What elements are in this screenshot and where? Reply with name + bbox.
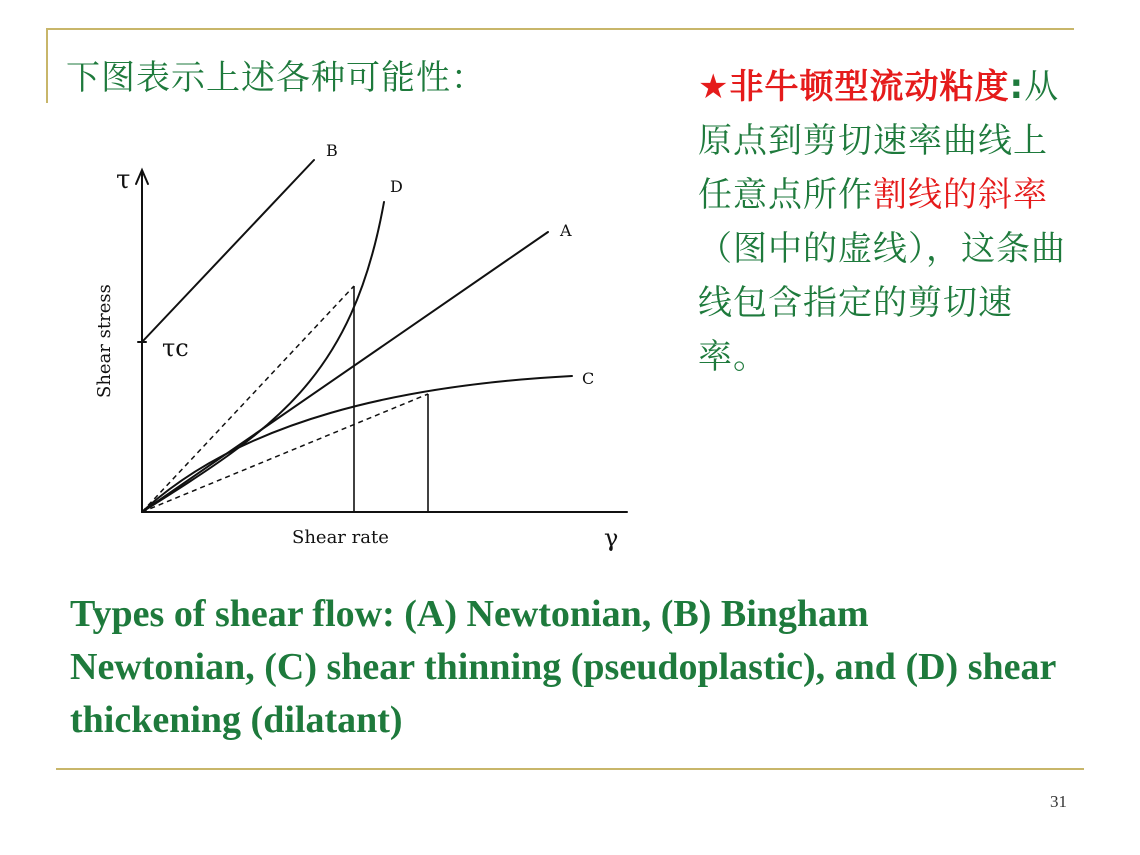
side-note — [698, 60, 1078, 384]
side-note-text-before: 从原点到剪切速率曲线上任意点所作 — [698, 67, 1060, 215]
figure-caption: Types of shear flow: (A) Newtonian, (B) Bingham Newtonian, (C) shear thinning (pseudoplastic), and (D) shear thickening (dilatant) — [70, 593, 1056, 741]
curve-label-c: C — [582, 369, 595, 388]
curve-a-newtonian-line — [142, 232, 548, 512]
side-note-colon: : — [1009, 67, 1025, 107]
secant-dashed-c — [142, 394, 428, 512]
bottom-rule — [56, 768, 1084, 770]
top-rule — [46, 28, 1074, 30]
y-axis-label: Shear stress — [94, 284, 115, 398]
secant-dashed-d — [142, 286, 354, 512]
x-axis-symbol: γ — [604, 524, 619, 552]
y-axis-symbol: τ — [116, 165, 131, 195]
side-note-text-after: （图中的虚线），这条曲线包含指定的剪切速率。 — [698, 229, 1066, 377]
side-note-highlight: 割线的斜率 — [873, 175, 1048, 215]
curve-label-d: D — [390, 177, 403, 196]
curve-label-a: A — [560, 221, 572, 240]
left-vertical-rule — [46, 28, 48, 103]
curve-label-b: B — [326, 141, 338, 160]
page-number: 31 — [1050, 792, 1067, 811]
curve-b-newtonian-line — [142, 160, 314, 342]
slide-title: 下图表示上述各种可能性： — [66, 58, 486, 98]
star-icon: ★ — [698, 67, 730, 107]
x-axis-label: Shear rate — [292, 527, 389, 548]
side-note-term: 非牛顿型流动粘度 — [729, 67, 1010, 107]
shear-flow-diagram — [82, 130, 642, 560]
yield-stress-label: τc — [162, 334, 189, 362]
